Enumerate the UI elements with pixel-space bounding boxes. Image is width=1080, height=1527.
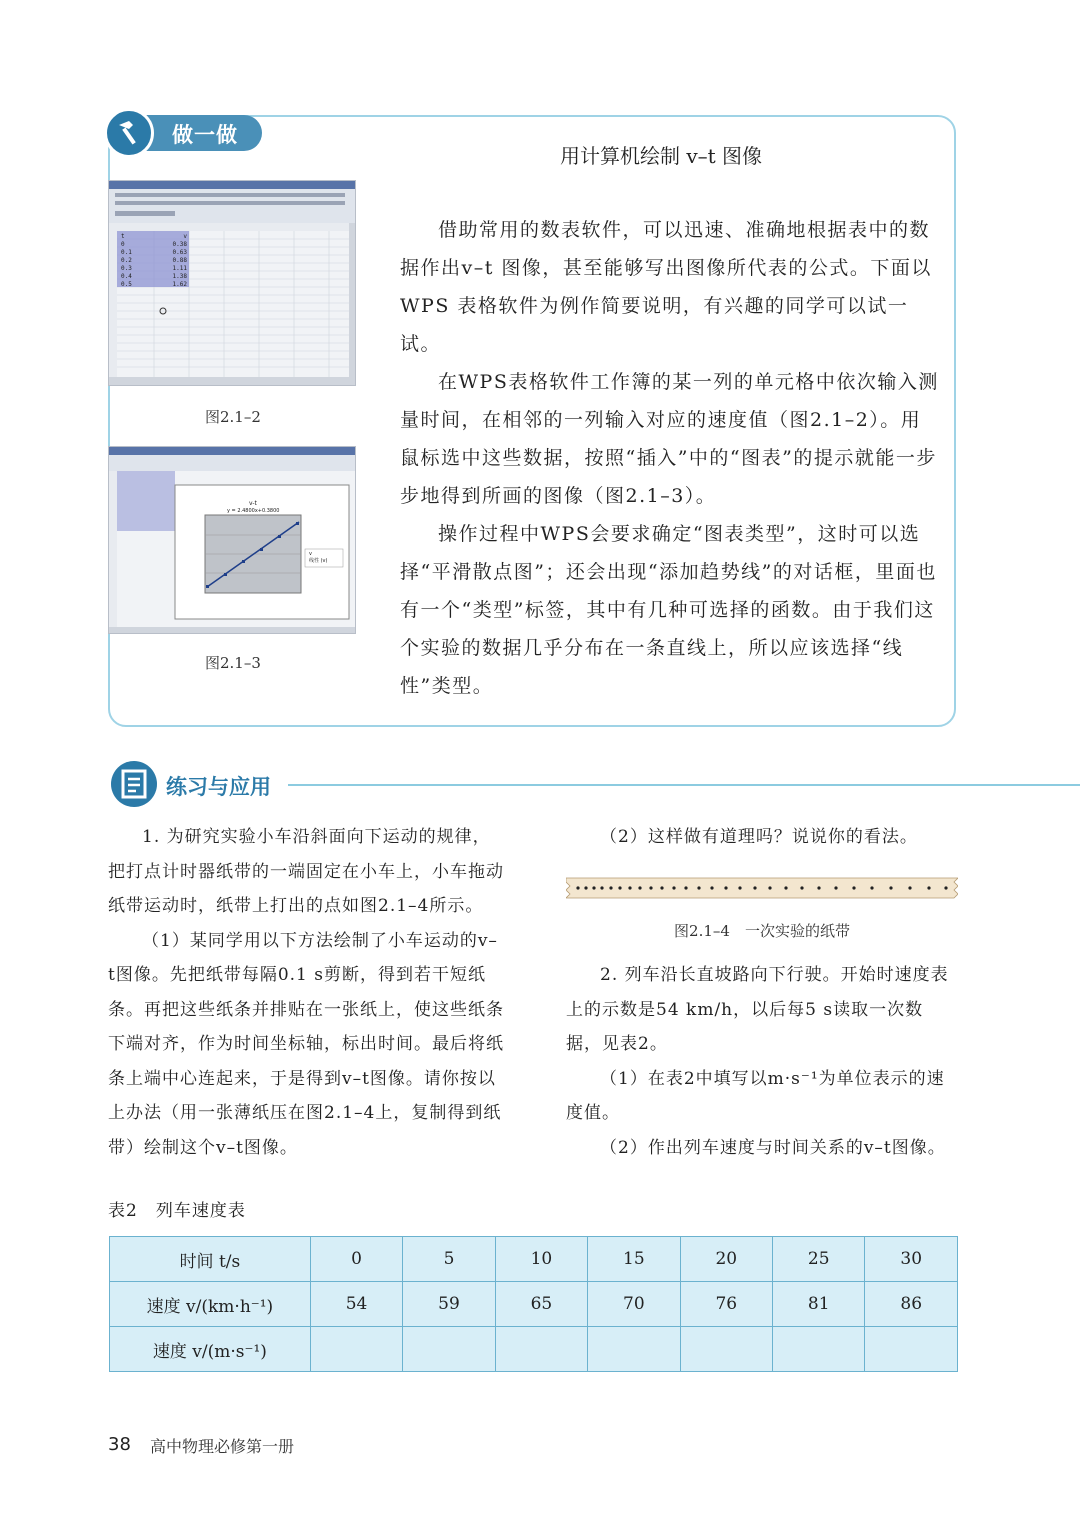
do-it-body xyxy=(400,211,940,705)
exercise-left-column xyxy=(108,820,504,1165)
question-2-intro: 2. 列车沿长直坡路向下行驶。开始时速度表上的示数是54 km/h，以后每5 s读取一次数据，见表2。 xyxy=(566,965,949,1054)
do-it-paragraph: 操作过程中WPS会要求确定“图表类型”，这时可以选择“平滑散点图”；还会出现“添加趋势线”的对话框，里面也有一个“类型”标签，其中有几种可选择的函数。由于我们这个实验的数据几乎分布在一条直线上，所以应该选择“线性”类型。 xyxy=(400,523,937,697)
exercise-title: 练习与应用 xyxy=(166,775,271,799)
chart-equation: y = 2.4800x+0.3800 xyxy=(227,508,280,514)
figure-spreadsheet-chart xyxy=(108,446,356,634)
table-cell-empty xyxy=(865,1327,958,1372)
table-cell: 65 xyxy=(495,1282,587,1327)
hammer-icon xyxy=(104,108,154,158)
chart-legend xyxy=(309,551,327,565)
exercise-icon xyxy=(110,760,162,808)
question-1-intro: 1. 为研究实验小车沿斜面向下运动的规律，把打点计时器纸带的一端固定在小车上，小车拖动纸带运动时，纸带上打出的点如图2.1–4所示。 xyxy=(108,827,504,916)
figure-spreadsheet xyxy=(108,180,356,386)
do-it-badge xyxy=(104,108,262,154)
figure-caption-2-1-2: 图2.1–2 xyxy=(205,408,261,426)
figure-caption-2-1-4: 图2.1–4 一次实验的纸带 xyxy=(674,922,850,940)
table-cell: 76 xyxy=(680,1282,772,1327)
table-cell: 25 xyxy=(773,1237,865,1282)
row-label-time: 时间 t/s xyxy=(110,1237,311,1282)
table-cell: 54 xyxy=(310,1282,402,1327)
table-cell-empty xyxy=(403,1327,495,1372)
legend-entry: v xyxy=(309,551,312,557)
cell: 0.1 xyxy=(121,249,132,256)
exercise-right-column xyxy=(566,820,958,855)
table-cell: 10 xyxy=(495,1237,587,1282)
legend-entry: 线性 (v) xyxy=(309,558,328,564)
table-cell-empty xyxy=(310,1327,402,1372)
page-number: 38 xyxy=(108,1434,131,1455)
table-cell: 30 xyxy=(865,1237,958,1282)
question-1-part-2: （2）这样做有道理吗？说说你的看法。 xyxy=(600,827,918,847)
cell: 1.62 xyxy=(172,281,187,288)
question-2-part-2: （2）作出列车速度与时间关系的v–t图像。 xyxy=(600,1137,946,1158)
do-it-paragraph: 借助常用的数表软件，可以迅速、准确地根据表中的数据作出v–t 图像，甚至能够写出图像所代表的公式。下面以WPS 表格软件为例作简要说明，有兴趣的同学可以试一试。 xyxy=(400,219,932,355)
do-it-badge-label: 做一做 xyxy=(172,123,238,147)
table-cell-empty xyxy=(588,1327,680,1372)
cell: 0.63 xyxy=(172,249,187,256)
do-it-paragraph: 在WPS表格软件工作簿的某一列的单元格中依次输入测量时间，在相邻的一列输入对应的速度值（图2.1–2）。用鼠标选中这些数据，按照“插入”中的“图表”的提示就能一步步地得到所画的图像（图2.1–3）。 xyxy=(400,371,939,507)
table-cell-empty xyxy=(495,1327,587,1372)
table-row xyxy=(110,1237,958,1282)
row-label-speed-kmh: 速度 v/(km·h⁻¹) xyxy=(110,1282,311,1327)
table-cell: 0 xyxy=(310,1237,402,1282)
question-1-part-1: （1）某同学用以下方法绘制了小车运动的v–t图像。先把纸带每隔0.1 s剪断，得到若干短纸条。再把这些纸条并排贴在一张纸上，使这些纸条下端对齐，作为时间坐标轴，标出时间。最后将纸条上端中心连起来，于是得到v–t图像。请你按以上办法（用一张薄纸压在图2.1–4上，复制得到纸带）绘制这个v–t图像。 xyxy=(108,930,504,1158)
chart-title: v-t xyxy=(249,500,257,507)
spreadsheet-col-v xyxy=(157,233,187,289)
cell: 0.5 xyxy=(121,281,132,288)
cell: v xyxy=(183,233,187,240)
train-speed-table xyxy=(109,1236,958,1372)
cell: 0 xyxy=(121,241,125,248)
figure-caption-2-1-3: 图2.1–3 xyxy=(205,654,261,672)
table-row xyxy=(110,1282,958,1327)
table-cell: 81 xyxy=(773,1282,865,1327)
book-title: 高中物理必修第一册 xyxy=(150,1437,295,1456)
cell: 0.3 xyxy=(121,265,132,272)
table-cell-empty xyxy=(773,1327,865,1372)
cell: 0.4 xyxy=(121,273,132,280)
table-cell: 20 xyxy=(680,1237,772,1282)
table-cell: 15 xyxy=(588,1237,680,1282)
paper-tape-figure xyxy=(566,876,958,900)
table-cell: 70 xyxy=(588,1282,680,1327)
table-cell-empty xyxy=(680,1327,772,1372)
table-cell: 86 xyxy=(865,1282,958,1327)
cell: 1.11 xyxy=(172,265,187,272)
spreadsheet-col-t xyxy=(121,233,151,289)
cell: t xyxy=(121,233,125,240)
table-cell: 5 xyxy=(403,1237,495,1282)
table-cell: 59 xyxy=(403,1282,495,1327)
table-caption: 表2 列车速度表 xyxy=(108,1201,246,1221)
question-2-part-1: （1）在表2中填写以m·s⁻¹为单位表示的速度值。 xyxy=(566,1068,945,1123)
row-label-speed-ms: 速度 v/(m·s⁻¹) xyxy=(110,1327,311,1372)
cell: 1.38 xyxy=(172,273,187,280)
exercise-right-column-2 xyxy=(566,958,958,1165)
do-it-title-text: 用计算机绘制 v–t 图像 xyxy=(560,144,763,168)
do-it-title xyxy=(560,140,762,169)
table-row xyxy=(110,1327,958,1372)
cell: 0.38 xyxy=(172,241,187,248)
cell: 0.88 xyxy=(172,257,187,264)
exercise-divider xyxy=(288,784,1080,786)
cell: 0.2 xyxy=(121,257,132,264)
